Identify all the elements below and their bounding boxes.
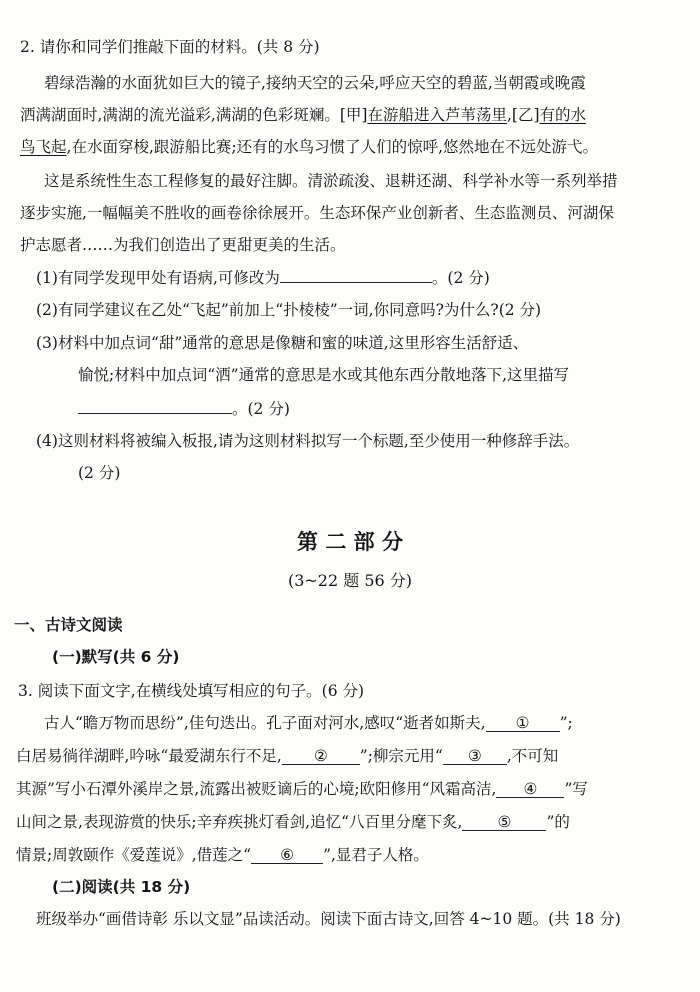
q3-header: 3. 阅读下面文字,在横线处填写相应的句子。(6 分) xyxy=(18,682,365,700)
q2-header: 2. 请你和同学们推敲下面的材料。(共 8 分) xyxy=(20,38,320,56)
section-heading: 一、古诗文阅读 xyxy=(14,616,123,634)
answer-blank-1[interactable]: ① xyxy=(486,715,560,732)
q3-line5 xyxy=(16,844,429,866)
answer-blank-6[interactable]: ⑥ xyxy=(251,847,323,864)
answer-blank[interactable] xyxy=(280,266,432,283)
q2-p1-line2 xyxy=(20,104,586,126)
reading-intro: 班级举办“画借诗彰 乐以文显”品读活动。阅读下面古诗文,回答 4~10 题。(共 18 分) xyxy=(36,910,621,928)
text: 其源”写小石潭外溪岸之景,流露出被贬谪后的心境;欧阳修用“风霜高洁, xyxy=(16,780,497,798)
answer-blank-3[interactable]: ③ xyxy=(443,748,507,765)
subsection-heading-1: (一)默写(共 6 分) xyxy=(52,648,180,666)
text: ”; xyxy=(559,714,573,732)
text: 。(2 分) xyxy=(232,400,290,418)
text: (1)有同学发现甲处有语病,可修改为 xyxy=(36,269,280,287)
q2-p2-line2: 逐步实施,一幅幅美不胜收的画卷徐徐展开。生态环保产业创新者、生态监测员、河湖保 xyxy=(20,204,614,222)
text: 白居易徜徉湖畔,吟咏“最爱湖东行不足, xyxy=(16,747,282,765)
q3-line2 xyxy=(16,745,558,767)
answer-blank-2[interactable]: ② xyxy=(282,748,360,765)
answer-blank[interactable] xyxy=(78,397,232,414)
q2-p1-line3 xyxy=(20,136,598,158)
text: ”的 xyxy=(546,813,570,831)
q3-line3 xyxy=(16,778,588,800)
text: 情景;周敦颐作《爱莲说》,借莲之“ xyxy=(16,846,252,864)
underlined-phrase-yi: 有的水 xyxy=(539,106,587,124)
q2-p2-line3: 护志愿者……为我们创造出了更甜更美的生活。 xyxy=(20,236,346,254)
q3-line1 xyxy=(44,712,573,734)
text: ,不可知 xyxy=(506,747,559,765)
answer-blank-4[interactable]: ④ xyxy=(496,781,564,798)
subsection-heading-2: (二)阅读(共 18 分) xyxy=(52,878,191,896)
text: 洒满湖面时,满湖的流光溢彩,满湖的色彩斑斓。[甲] xyxy=(20,106,368,124)
q2-sub3-line1: (3)材料中加点词“甜”通常的意思是像糖和蜜的味道,这里形容生活舒适、 xyxy=(36,334,529,352)
q2-sub4-line1: (4)这则材料将被编入板报,请为这则材料拟写一个标题,至少使用一种修辞手法。 xyxy=(36,432,580,450)
text: ”写 xyxy=(564,780,588,798)
underlined-phrase-yi-cont: 鸟飞起 xyxy=(20,138,67,156)
q2-sub4-line2: (2 分) xyxy=(78,464,121,482)
q3-line4 xyxy=(16,811,570,833)
q2-p2-line1: 这是系统性生态工程修复的最好注脚。清淤疏浚、退耕还湖、科学补水等一系列举措 xyxy=(44,172,618,190)
text: 古人“瞻万物而思纷”,佳句迭出。孔子面对河水,感叹“逝者如斯夫, xyxy=(44,714,486,732)
part-subtitle: (3~22 题 56 分) xyxy=(287,571,413,590)
q2-sub2: (2)有同学建议在乙处“飞起”前加上“扑棱棱”一词,你同意吗?为什么?(2 分) xyxy=(36,301,542,319)
q2-sub3-line2: 愉悦;材料中加点词“洒”通常的意思是水或其他东西分散地落下,这里描写 xyxy=(78,366,569,384)
text: ”;柳宗元用“ xyxy=(359,747,443,765)
q2-p1-line1: 碧绿浩瀚的水面犹如巨大的镜子,接纳天空的云朵,呼应天空的碧蓝,当朝霞或晚霞 xyxy=(44,74,586,92)
answer-blank-5[interactable]: ⑤ xyxy=(462,814,546,831)
part-title: 第 二 部 分 xyxy=(297,530,403,554)
text: 。(2 分) xyxy=(431,269,490,287)
text: 山间之景,表现游赏的快乐;辛弃疾挑灯看剑,追忆“八百里分麾下炙, xyxy=(16,813,463,831)
q2-sub1 xyxy=(36,266,490,289)
underlined-phrase-jia: 在游船进入芦苇荡里 xyxy=(367,106,507,124)
text: ”,显君子人格。 xyxy=(323,846,429,864)
q2-sub3-line3 xyxy=(78,397,290,420)
text: ,在水面穿梭,跟游船比赛;还有的水鸟习惯了人们的惊呼,悠然地在不远处游弋。 xyxy=(66,138,599,156)
text: ,[乙] xyxy=(506,106,540,124)
